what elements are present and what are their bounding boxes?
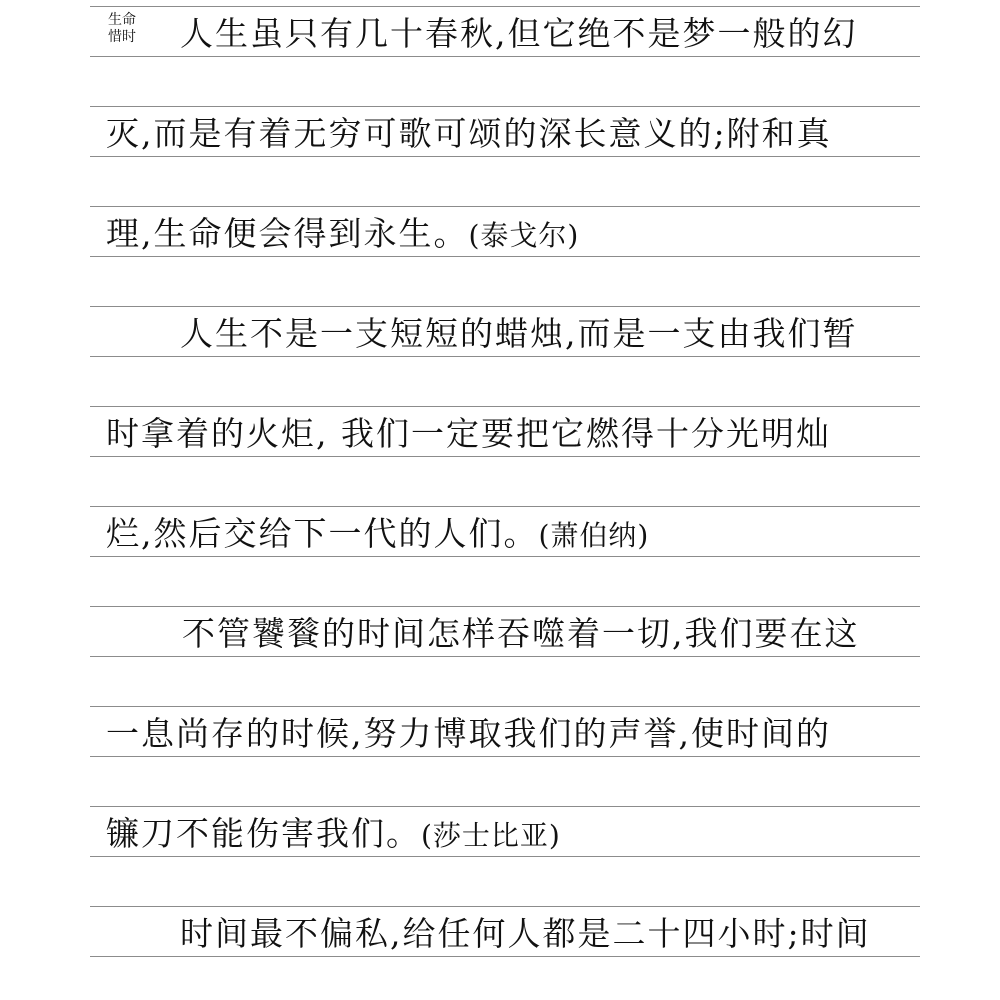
line-text: 时拿着的火炬, 我们一定要把它燃得十分光明灿 bbox=[106, 414, 831, 453]
text-line bbox=[106, 514, 649, 556]
line-text: 一息尚存的时候,努力博取我们的声誉,使时间的 bbox=[106, 714, 831, 753]
text-line bbox=[106, 214, 579, 256]
ruled-line bbox=[90, 556, 920, 557]
ruled-line bbox=[90, 756, 920, 757]
line-text: 理,生命便会得到永生。 bbox=[106, 214, 469, 253]
ruled-line bbox=[90, 806, 920, 807]
text-line bbox=[106, 714, 831, 754]
ruled-line bbox=[90, 6, 920, 7]
ruled-line bbox=[90, 206, 920, 207]
ruled-line bbox=[90, 956, 920, 957]
ruled-line bbox=[90, 856, 920, 857]
ruled-line bbox=[90, 156, 920, 157]
ruled-line bbox=[90, 106, 920, 107]
text-line bbox=[106, 414, 831, 454]
line-text: 人生不是一支短短的蜡烛,而是一支由我们暂 bbox=[180, 314, 858, 353]
line-text: 时间最不偏私,给任何人都是二十四小时;时间 bbox=[180, 914, 871, 953]
citation: (萧伯纳) bbox=[538, 519, 650, 552]
text-line bbox=[106, 114, 832, 154]
ruled-line bbox=[90, 506, 920, 507]
line-text: 人生虽只有几十春秋,但它绝不是梦一般的幻 bbox=[180, 14, 858, 53]
ruled-line bbox=[90, 406, 920, 407]
line-text: 烂,然后交给下一代的人们。 bbox=[106, 514, 539, 553]
text-line bbox=[180, 14, 858, 54]
section-title-tag: 生命 惜时 bbox=[108, 12, 136, 45]
citation: (泰戈尔) bbox=[468, 219, 580, 252]
ruled-line bbox=[90, 706, 920, 707]
text-line bbox=[106, 814, 561, 856]
citation: (莎士比亚) bbox=[421, 819, 561, 852]
ruled-line bbox=[90, 306, 920, 307]
ruled-line bbox=[90, 606, 920, 607]
text-line bbox=[180, 314, 858, 354]
line-text: 镰刀不能伤害我们。 bbox=[106, 814, 421, 853]
ruled-line bbox=[90, 456, 920, 457]
ruled-line bbox=[90, 356, 920, 357]
ruled-line bbox=[90, 256, 920, 257]
ruled-line bbox=[90, 56, 920, 57]
text-line bbox=[180, 914, 871, 954]
line-text: 不管饕餮的时间怎样吞噬着一切,我们要在这 bbox=[182, 614, 860, 653]
ruled-line bbox=[90, 656, 920, 657]
ruled-line bbox=[90, 906, 920, 907]
text-line bbox=[182, 614, 860, 654]
line-text: 灭,而是有着无穷可歌可颂的深长意义的;附和真 bbox=[106, 114, 832, 153]
